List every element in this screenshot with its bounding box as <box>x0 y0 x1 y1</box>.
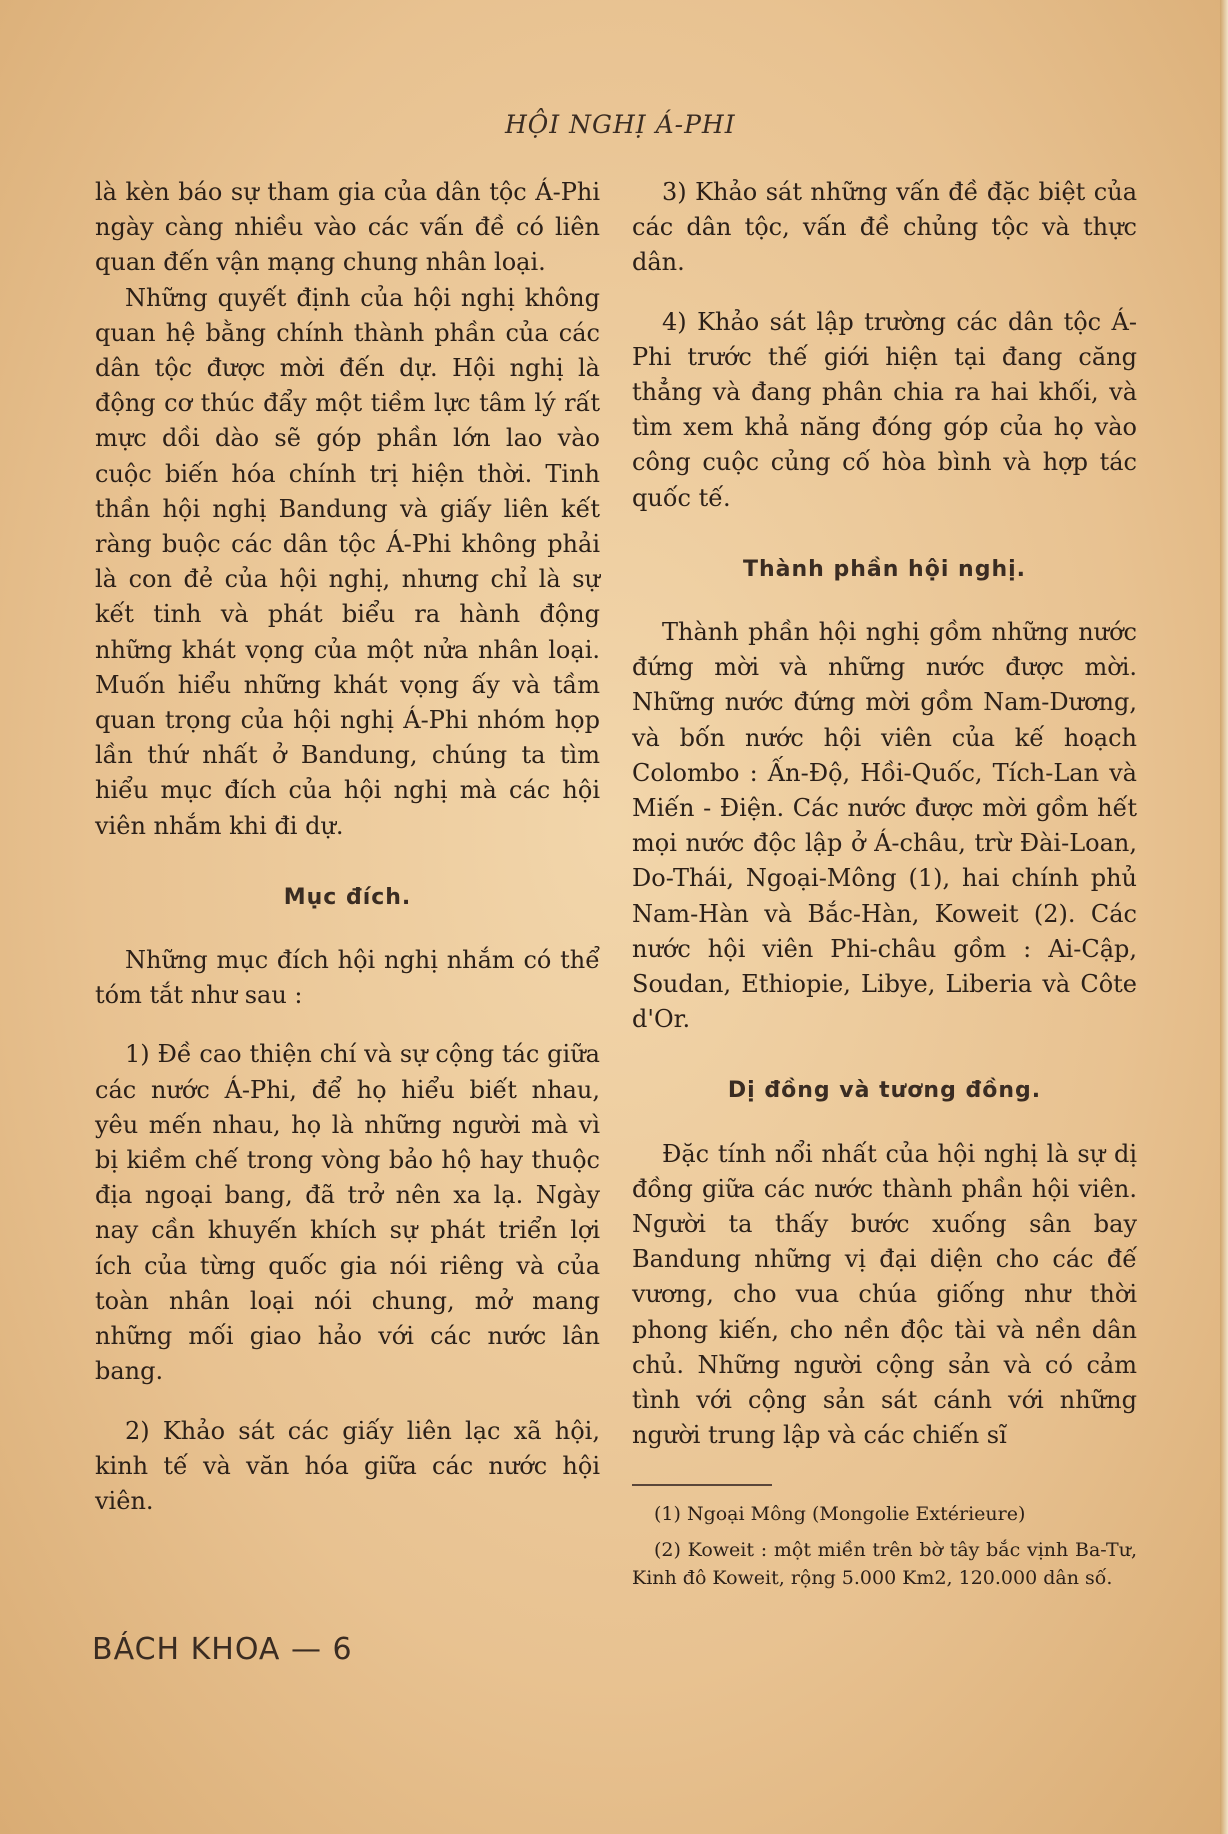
list-item: 4) Khảo sát lập trường các dân tộc Á-Phi trước thế giới hiện tại đang căng thẳng và đang phân chia ra hai khối, và tìm xem khả năng đóng góp của họ vào công cuộc củng cố hòa bình và hợp tác quốc tế. <box>632 307 1137 512</box>
paragraph: Thành phần hội nghị gồm những nước đứng mời và những nước được mời. Những nước đứng mời gồm Nam-Dương, và bốn nước hội viên của kế hoạch Colombo : Ấn-Độ, Hồi-Quốc, Tích-Lan và Miến - Điện. Các nước được mời gồm hết mọi nước độc lập ở Á-châu, trừ Đài-Loan, Do-Thái, Ngoại-Mông (1), hai chính phủ Nam-Hàn và Bắc-Hàn, Koweit (2). Các nước hội viên Phi-châu gồm : Ai-Cập, Soudan, Ethiopie, Libye, Liberia và Côte d'Or. <box>632 618 1137 1034</box>
page-footer: BÁCH KHOA — 6 <box>92 1632 353 1667</box>
list-item: 2) Khảo sát các giấy liên lạc xã hội, kinh tế và văn hóa giữa các nước hội viên. <box>95 1416 600 1515</box>
footnote: (2) Koweit : một miền trên bờ tây bắc vịnh Ba-Tư, Kinh đô Koweit, rộng 5.000 Km2, 120.000 dân số. <box>632 1538 1137 1589</box>
section-heading-muc-dich: Mục đích. <box>283 884 412 910</box>
list-item: 1) Đề cao thiện chí và sự cộng tác giữa các nước Á-Phi, để họ hiểu biết nhau, yêu mến nhau, họ là những người mà vì bị kiềm chế trong vòng bảo hộ hay thuộc địa ngoại bang, đã trở nên xa lạ. Ngày nay cần khuyến khích sự phát triển lợi ích của từng quốc gia nói riêng và của toàn nhân loại nói chung, mở mang những mối giao hảo với các nước lân bang. <box>95 1040 600 1386</box>
footnote: (1) Ngoại Mông (Mongolie Extérieure) <box>654 1502 1026 1525</box>
section-heading-di-dong: Dị đồng và tương đồng. <box>727 1078 1042 1104</box>
list-item: 3) Khảo sát những vấn đề đặc biệt của các dân tộc, vấn đề chủng tộc và thực dân. <box>632 178 1137 277</box>
page-edge <box>1220 0 1228 1834</box>
running-head: HỘI NGHỊ Á-PHI <box>505 110 736 139</box>
paragraph: Những quyết định của hội nghị không quan hệ bằng chính thành phần của các dân tộc được mời đến dự. Hội nghị là động cơ thúc đẩy một tiềm lực tâm lý rất mực dồi dào sẽ góp phần lớn lao vào cuộc biến hóa chính trị hiện thời. Tinh thần hội nghị Bandung và giấy liên kết ràng buộc các dân tộc Á-Phi không phải là con đẻ của hội nghị, nhưng chỉ là sự kết tinh và phát biểu ra hành động những khát vọng của một nửa nhân loại. Muốn hiểu những khát vọng ấy và tầm quan trọng của hội nghị Á-Phi nhóm họp lần thứ nhất ở Bandung, chúng ta tìm hiểu mục đích của hội nghị mà các hội viên nhắm khi đi dự. <box>95 283 600 840</box>
left-column <box>95 175 600 1519</box>
right-column <box>632 175 1137 1600</box>
paragraph: Đặc tính nổi nhất của hội nghị là sự dị đồng giữa các nước thành phần hội viên. Người ta thấy bước xuống sân bay Bandung những vị đại diện cho các đế vương, cho vua chúa giống như thời phong kiến, cho nền độc tài và nền dân chủ. Những người cộng sản và có cảm tình với cộng sản sát cánh với những người trung lập và các chiến sĩ <box>632 1139 1137 1450</box>
section-heading-thanh-phan: Thành phần hội nghị. <box>742 556 1027 582</box>
paragraph: là kèn báo sự tham gia của dân tộc Á-Phi ngày càng nhiều vào các vấn đề có liên quan đến vận mạng chung nhân loại. <box>95 178 600 277</box>
footnote-divider <box>632 1484 772 1486</box>
paragraph: Những mục đích hội nghị nhắm có thể tóm tắt như sau : <box>95 946 600 1010</box>
